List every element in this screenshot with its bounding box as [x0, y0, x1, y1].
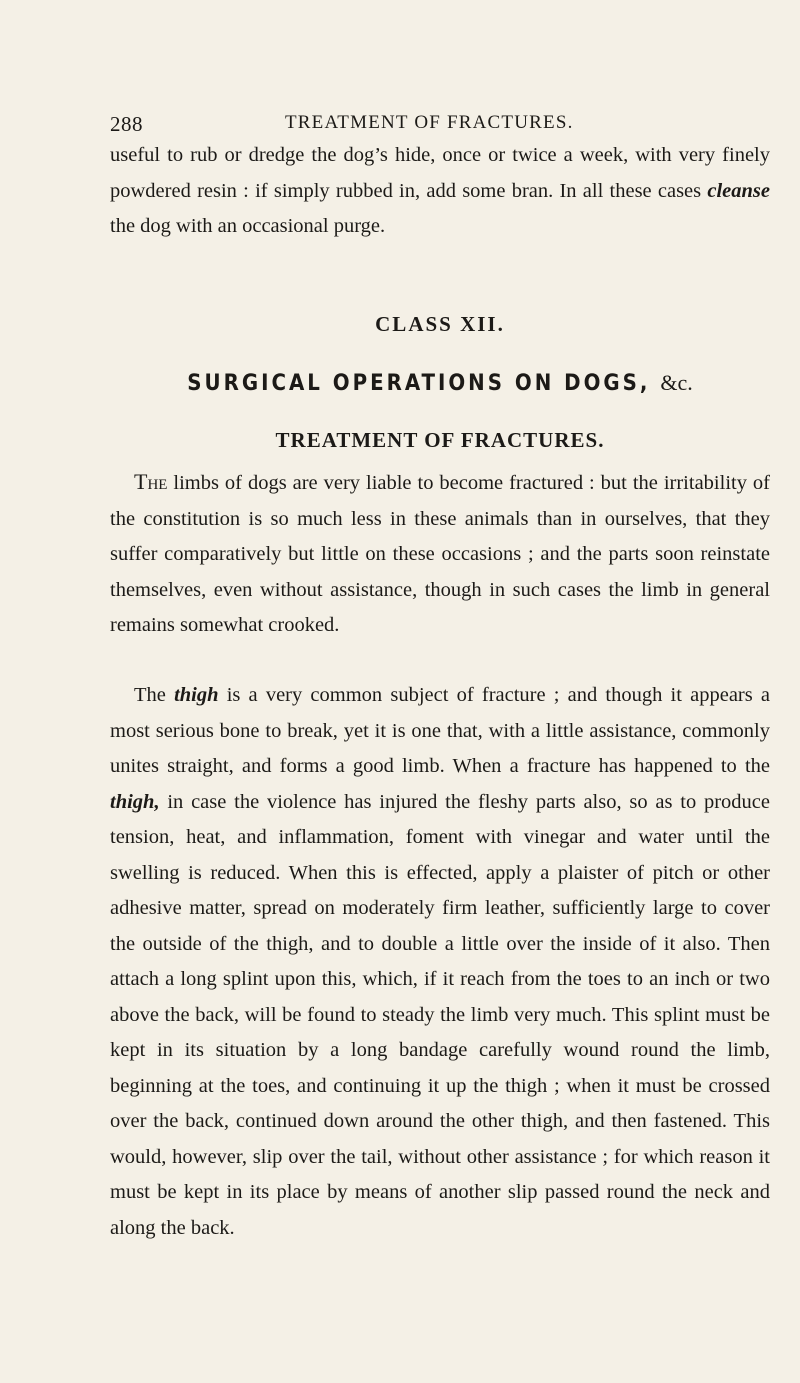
paragraph-3-emphasis-1: thigh [174, 684, 219, 706]
paragraph-3-text-a: The [134, 684, 175, 706]
paragraph-3-text-c: in case the violence has injured the fleshy parts also, so as to produce tension, heat, and inflammation, foment with vinegar and water until the swelling is reduced. When this is effected, apply a plaister of pitch or other adhesive matter, spread on moderately firm leather, sufficiently large to cover the outside of the thigh, and to double a little over the inside of it also. Then attach a long splint upon this, which, if it reach from the toes to an inch or two above the back, will be found to steady the limb very much. This splint must be kept in its situation by a long bandage carefully wound round the limb, beginning at the toes, and continuing it up the thigh ; when it must be crossed over the back, continued down around the other thigh, and then fastened. This would, however, slip over the tail, without other assistance ; for which reason it must be kept in its place by means of another slip passed round the neck and along the back. [110, 790, 770, 1239]
section-heading-main: SURGICAL OPERATIONS ON DOGS, [187, 371, 651, 396]
paragraph-1-text-b: the dog with an occasional purge. [110, 215, 386, 237]
paragraph-1-emphasis: cleanse [707, 179, 770, 202]
section-heading [110, 370, 770, 396]
paragraph-2-text: limbs of dogs are very liable to become fractured : but the irritability of the constitution is so much less in these animals than in ourselves, that they suffer comparatively but little on these occasions ; and the parts soon reinstate themselves, even without assistance, though in such cases the limb in general remains somewhat crooked. [110, 472, 770, 636]
section-heading-etc: &c. [660, 370, 693, 395]
running-head-title: TREATMENT OF FRACTURES. [285, 112, 574, 133]
page-number: 288 [110, 112, 143, 136]
class-heading: CLASS XII. [375, 312, 505, 336]
sub-heading: TREATMENT OF FRACTURES. [275, 428, 605, 452]
paragraph-1 [110, 138, 770, 245]
paragraph-3-text-b: is a very common subject of fracture ; and though it appears a most serious bone to break, yet it is one that, with a little assistance, commonly unites straight, and forms a good limb. When a fracture has happened to the [110, 684, 771, 777]
paragraph-2-lead: The [134, 469, 168, 494]
paragraph-1-text-a: useful to rub or dredge the dog’s hide, once or twice a week, with very finely powdered resin : if simply rubbed in, add some bran. In all these cases [110, 144, 770, 202]
paragraph-3 [110, 678, 770, 1246]
paragraph-3-emphasis-2: thigh, [110, 790, 160, 813]
paragraph-2 [110, 464, 770, 644]
